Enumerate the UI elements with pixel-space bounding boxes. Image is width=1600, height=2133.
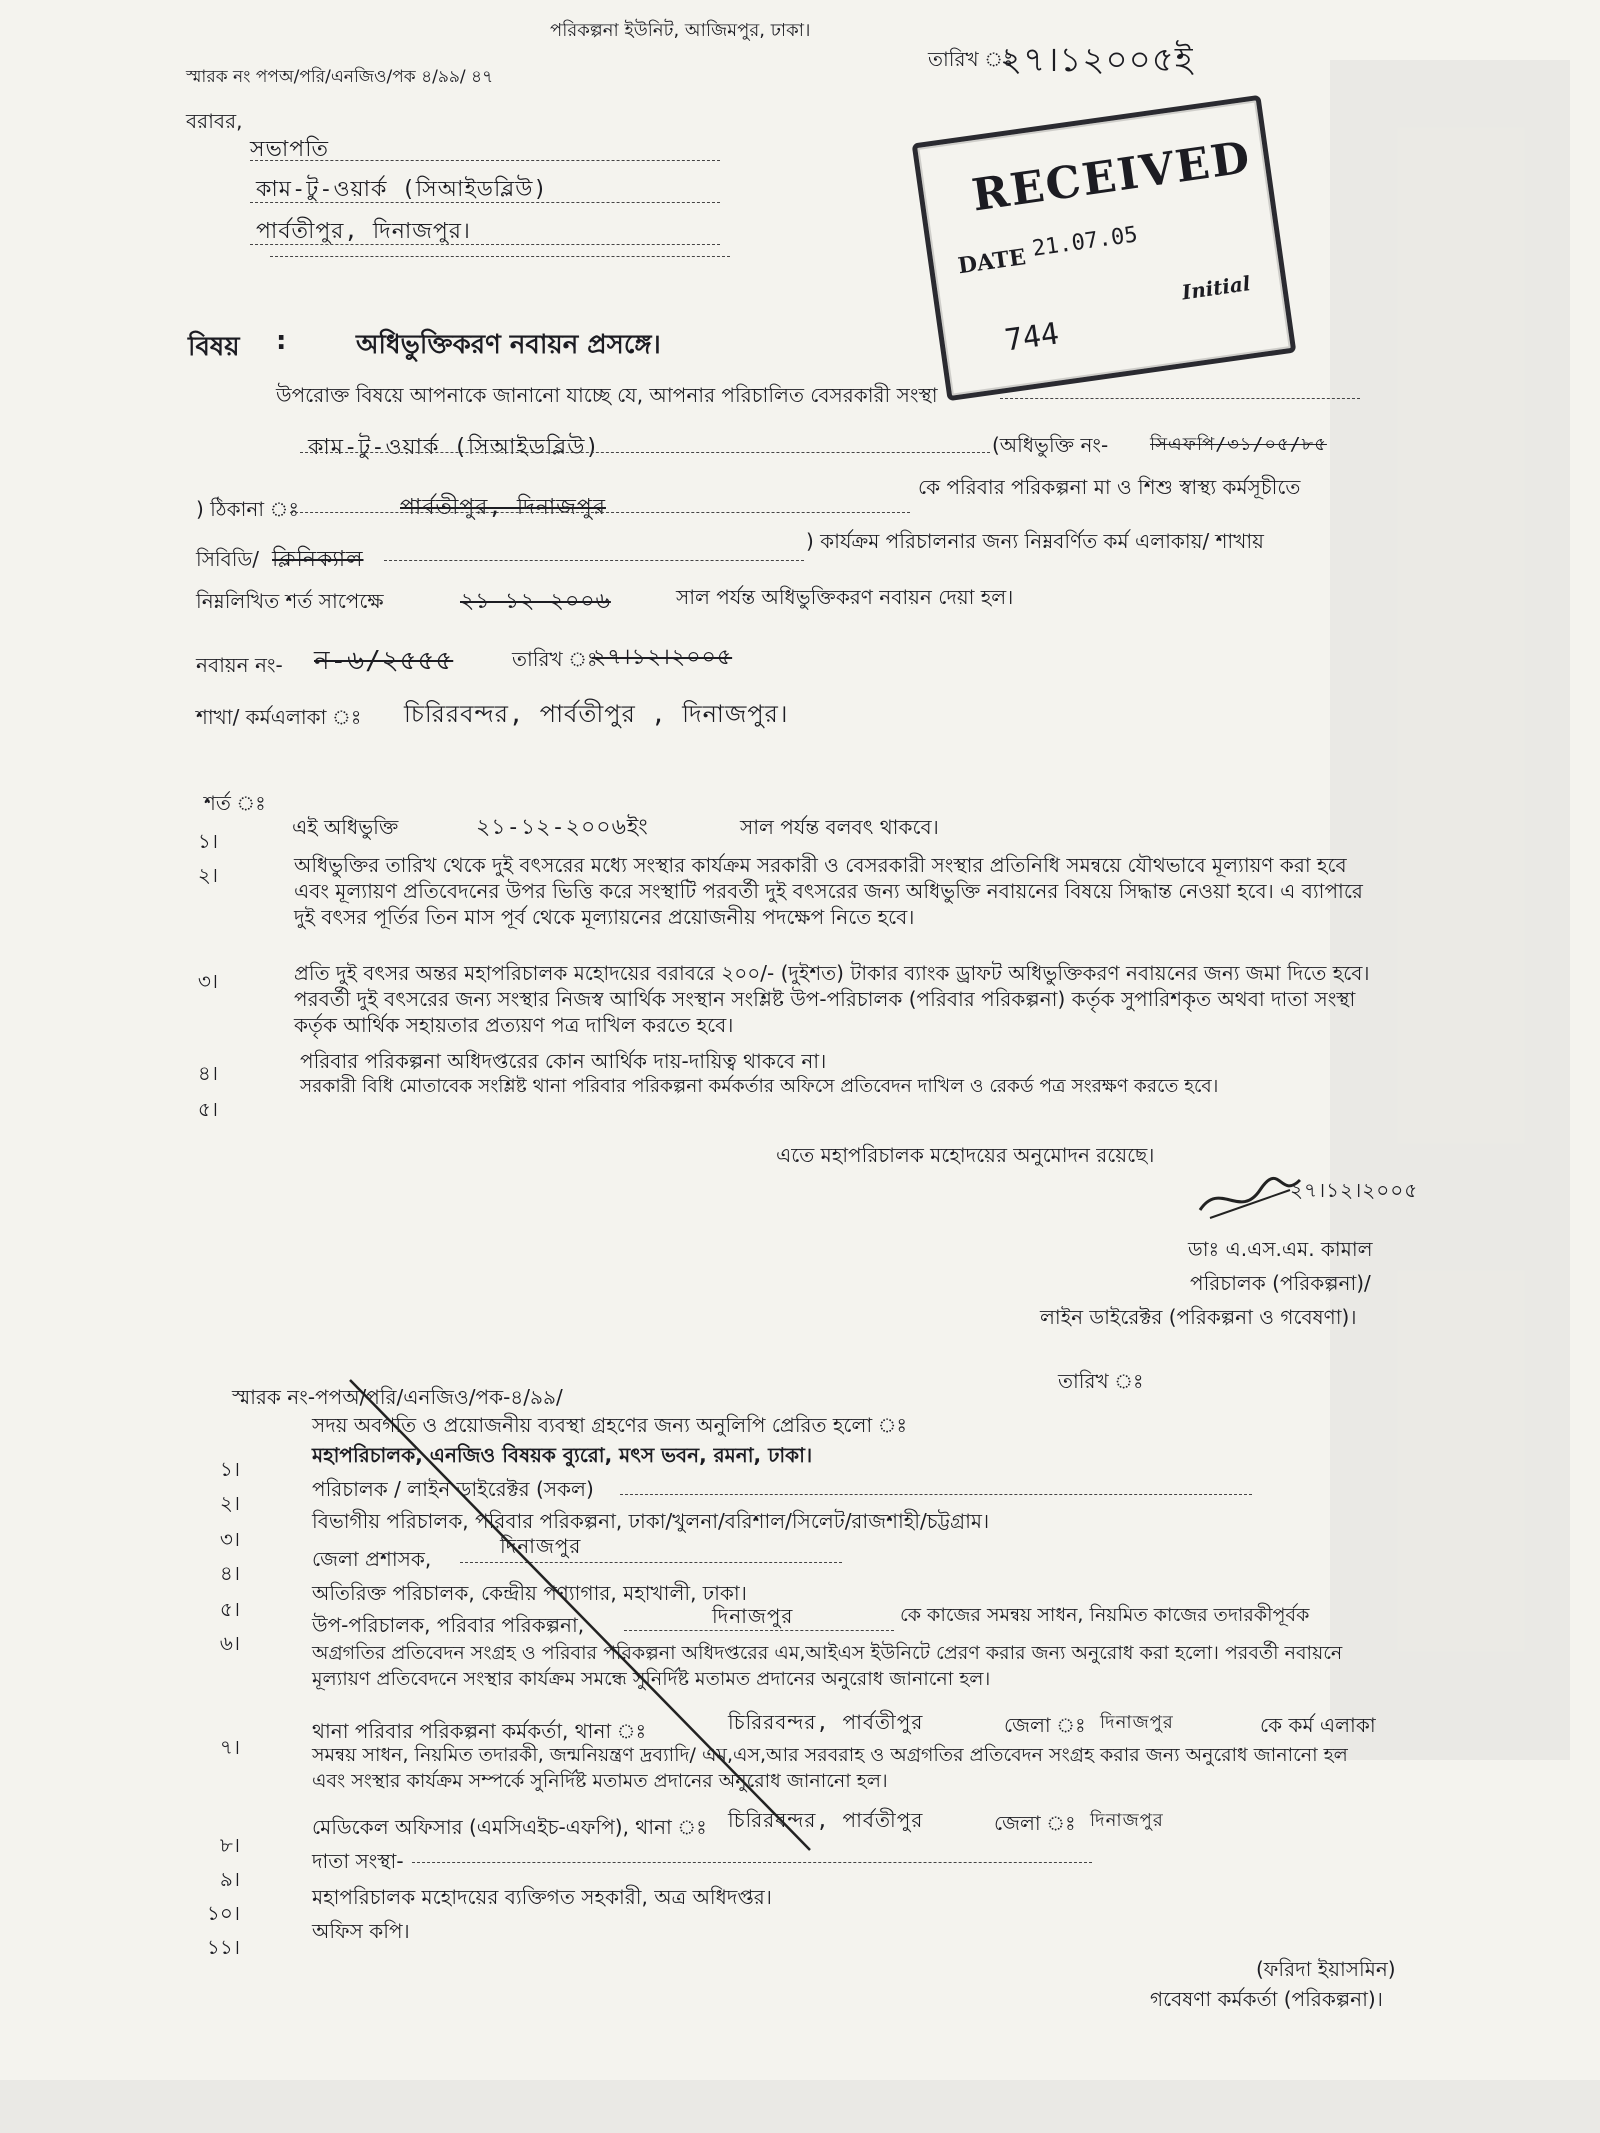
subject-text: অধিভুক্তিকরণ নবায়ন প্রসঙ্গে। [356, 330, 661, 360]
recipient-address: পার্বতীপুর, দিনাজপুর। [256, 219, 471, 244]
condition-1-value: ২১-১২-২০০৬ইং [476, 815, 649, 840]
copy-item-10: মহাপরিচালক মহোদয়ের ব্যক্তিগত সহকারী, অত্র অধিদপ্তর। [312, 1885, 772, 1909]
received-stamp [912, 95, 1297, 401]
copy-item-6-fill: দিনাজপুর [712, 1604, 794, 1628]
body-org-name: কাম-টু-ওয়ার্ক (সিআইডব্লিউ) [308, 435, 600, 460]
cond-label: নিম্নলিখিত শর্ত সাপেক্ষে [196, 589, 384, 613]
signature-name: ডাঃ এ.এস.এম. কামাল [1188, 1237, 1373, 1261]
addr-value: পার্বতীপুর, দিনাজপুর [400, 495, 606, 520]
addr-label: ) ঠিকানা ঃ [196, 497, 300, 521]
copy-item-1: মহাপরিচালক, এনজিও বিষয়ক ব্যুরো, মৎস ভবন, রমনা, ঢাকা। [312, 1443, 813, 1467]
copy-item-11: অফিস কপি। [312, 1919, 410, 1943]
dotted-line [300, 452, 990, 453]
copy-item-4: জেলা প্রশাসক, [312, 1547, 432, 1571]
copy-memo: স্মারক নং-পপঅ/পরি/এনজিও/পক-৪/৯৯/ [232, 1385, 563, 1409]
copy-number: ২। [219, 1491, 240, 1515]
dotted-line [1000, 398, 1360, 399]
copy-item-6-after: কে কাজের সমন্বয় সাধন, নিয়মিত কাজের তদারকীপূর্বক [900, 1604, 1310, 1626]
copy-item-5: অতিরিক্ত পরিচালক, কেন্দ্রীয় পণ্যাগার, মহাখালী, ঢাকা। [312, 1581, 747, 1605]
stamp-date-label: DATE [956, 244, 1028, 280]
copy-item-7-district: দিনাজপুর [1100, 1712, 1174, 1733]
copy-number: ৫। [219, 1597, 240, 1621]
copy-item-6-cont: অগ্রগতির প্রতিবেদন সংগ্রহ ও পরিবার পরিকল্পনা অধিদপ্তরের এম,আইএস ইউনিটে প্রেরণ করার জন্য অনুরোধ করা হলো। পরবর্তী নবায়নে মূল্যায়ণ প্রতিবেদনে সংস্থার কার্যক্রম সমন্ধে সুনির্দিষ্ট মতামত প্রদানের অনুরোধ জানানো হল। [312, 1642, 1343, 1690]
copy-number: ৪। [219, 1561, 240, 1585]
condition-number: ১। [197, 829, 218, 853]
copy-item-7-after: কে কর্ম এলাকা [1260, 1713, 1376, 1737]
memo-number: স্মারক নং পপঅ/পরি/এনজিও/পক ৪/৯৯/ ৪৭ [186, 67, 494, 87]
subject-colon: : [276, 326, 287, 356]
copy-number: ৬। [219, 1631, 240, 1655]
copy-item-4-fill: দিনাজপুর [500, 1534, 582, 1558]
renew-label: নবায়ন নং- [196, 653, 283, 677]
subject-label: বিষয় [188, 332, 240, 362]
copy-item-6: উপ-পরিচালক, পরিবার পরিকল্পনা, [312, 1613, 585, 1637]
dotted-line [270, 256, 730, 257]
footer-name: (ফরিদা ইয়াসমিন) [1256, 1957, 1396, 1981]
copy-item-8-district-label: জেলা ঃ [994, 1811, 1076, 1835]
renew-date-label: তারিখ ঃ [512, 647, 598, 671]
cbd-value: ক্লিনিক্যাল [272, 547, 364, 572]
copy-item-3: বিভাগীয় পরিচালক, পরিবার পরিকল্পনা, ঢাকা/খুলনা/বরিশাল/সিলেট/রাজশাহী/চট্টগ্রাম। [312, 1509, 990, 1533]
reg-label: (অধিভুক্তি নং- [992, 433, 1109, 457]
stamp-initial-label: Initial [1180, 271, 1252, 305]
cbd-after: ) কার্যক্রম পরিচালনার জন্য নিম্নবর্ণিত কর্ম এলাকায়/ শাখায় [806, 529, 1264, 553]
stamp-title: RECEIVED [968, 131, 1255, 222]
condition-1-post: সাল পর্যন্ত বলবৎ থাকবে। [740, 815, 939, 839]
reg-value: সিএফপি/৩১/০৫/৮৫ [1150, 434, 1327, 455]
recipient-to: বরাবর, [186, 109, 243, 133]
copy-date-label: তারিখ ঃ [1058, 1369, 1144, 1393]
condition-number: ৪। [197, 1061, 218, 1085]
dotted-line [250, 160, 720, 161]
recipient-designation: সভাপতি [250, 137, 330, 162]
copy-item-2: পরিচালক / লাইন ডাইরেক্টর (সকল) [312, 1477, 594, 1501]
signature-title-2: লাইন ডাইরেক্টর (পরিকল্পনা ও গবেষণা)। [1040, 1305, 1357, 1329]
signature-date: ২৭।১২।২০০৫ [1290, 1178, 1419, 1202]
footer-title: গবেষণা কর্মকর্তা (পরিকল্পনা)। [1150, 1987, 1383, 2011]
office-line: পরিকল্পনা ইউনিট, আজিমপুর, ঢাকা। [550, 20, 811, 41]
cond-after: সাল পর্যন্ত অধিভুক্তিকরণ নবায়ন দেয়া হল। [676, 585, 1014, 609]
copy-item-7-district-label: জেলা ঃ [1004, 1713, 1086, 1737]
pen-stroke [340, 1370, 840, 1870]
dotted-line [250, 244, 720, 245]
condition-2-text: অধিভুক্তির তারিখ থেকে দুই বৎসরের মধ্যে সংস্থার কার্যক্রম সরকারী ও বেসরকারী সংস্থার প্রতিনিধি সমন্বয়ে যৌথভাবে মূল্যায়ণ করা হবে এবং মূল্যায়ণ প্রতিবেদনের উপর ভিত্তি করে সংস্থাটি পরবর্তী দুই বৎসরের জন্য অধিভুক্তি নবায়নের বিষয়ে সিদ্ধান্ত নেওয়া হবে। এ ব্যাপারে দুই বৎসর পূর্তির তিন মাস পূর্ব থেকে মূল্যায়নের প্রয়োজনীয় পদক্ষেপ নিতে হবে। [294, 853, 1363, 929]
condition-number: ২। [197, 863, 218, 887]
condition-number: ৫। [197, 1097, 218, 1121]
copy-item-8: মেডিকেল অফিসার (এমসিএইচ-এফপি), থানা ঃ [312, 1815, 707, 1839]
cbd-label: সিবিডি/ [196, 547, 259, 571]
copy-number: ১০। [206, 1901, 240, 1925]
recipient-org: কাম-টু-ওয়ার্ক (সিআইডব্লিউ) [256, 177, 548, 202]
renew-value: ন-৬/২৫৫৫ [314, 646, 454, 676]
dotted-line [290, 512, 910, 513]
header-date-value: ২৭।১২০০৫ই [1000, 40, 1194, 80]
copy-item-9: দাতা সংস্থা- [312, 1849, 404, 1873]
stamp-date-value: 21.07.05 [1030, 222, 1140, 262]
addr-after: কে পরিবার পরিকল্পনা মা ও শিশু স্বাস্থ্য কর্মসূচীতে [918, 475, 1301, 499]
branch-label: শাখা/ কর্মএলাকা ঃ [196, 705, 362, 729]
conditions-heading: শর্ত ঃ [204, 791, 266, 815]
dotted-line [250, 202, 720, 203]
dotted-line [384, 560, 804, 561]
copy-item-8-fill: চিরিরবন্দর, পার্বতীপুর [728, 1808, 924, 1832]
condition-1-pre: এই অধিভুক্তি [292, 815, 399, 839]
condition-3-text: প্রতি দুই বৎসর অন্তর মহাপরিচালক মহোদয়ের বরাবরে ২০০/- (দুইশত) টাকার ব্যাংক ড্রাফট অধিভুক্তিকরণ নবায়নের জন্য জমা দিতে হবে। পরবর্তী দুই বৎসরের জন্য সংস্থার নিজস্ব আর্থিক সংস্থান সংশ্লিষ্ট উপ-পরিচালক (পরিবার পরিকল্পনা) কর্তৃক সুপারিশকৃত অথবা দাতা সংস্থা কর্তৃক আর্থিক সহায়তার প্রত্যয়ণ পত্র দাখিল করতে হবে। [294, 961, 1370, 1037]
renew-date-value: ২৭।১২।২০০৫ [592, 645, 733, 670]
body-intro: উপরোক্ত বিষয়ে আপনাকে জানানো যাচ্ছে যে, আপনার পরিচালিত বেসরকারী সংস্থা [276, 383, 938, 407]
copy-number: ১। [219, 1457, 240, 1481]
bottom-shadow [0, 2080, 1600, 2133]
copy-item-8-district: দিনাজপুর [1090, 1810, 1164, 1831]
header-date-label: তারিখ ঃ [928, 47, 1014, 71]
condition-number: ৩। [197, 969, 218, 993]
branch-value: চিরিরবন্দর, পার্বতীপুর , দিনাজপুর। [404, 700, 789, 728]
condition-4-text: পরিবার পরিকল্পনা অধিদপ্তরের কোন আর্থিক দায়-দায়িত্ব থাকবে না। [300, 1049, 827, 1073]
copy-number: ৭। [219, 1735, 240, 1759]
copy-number: ৩। [219, 1527, 240, 1551]
copy-number: ৯। [219, 1867, 240, 1891]
condition-5-text: সরকারী বিধি মোতাবেক সংশ্লিষ্ট থানা পরিবার পরিকল্পনা কর্মকর্তার অফিসে প্রতিবেদন দাখিল ও রেকর্ড পত্র সংরক্ষণ করতে হবে। [300, 1076, 1219, 1097]
signature-title-1: পরিচালক (পরিকল্পনা)/ [1190, 1271, 1371, 1295]
approval-text: এতে মহাপরিচালক মহোদয়ের অনুমোদন রয়েছে। [776, 1143, 1155, 1167]
copy-intro: সদয় অবগতি ও প্রয়োজনীয় ব্যবস্থা গ্রহণের জন্য অনুলিপি প্রেরিত হলো ঃ [312, 1413, 908, 1437]
copy-number: ৮। [219, 1833, 240, 1857]
copy-item-7: থানা পরিবার পরিকল্পনা কর্মকর্তা, থানা ঃ [312, 1719, 647, 1743]
copy-item-7-cont: সমন্বয় সাধন, নিয়মিত তদারকী, জন্মনিয়ন্ত্রণ দ্রব্যাদি/ এম,এস,আর সরবরাহ ও অগ্রগতির প্রতিবেদন সংগ্রহ করার জন্য অনুরোধ জানানো হল এবং সংস্থার কার্যক্রম সম্পর্কে সুনির্দিষ্ট মতামত প্রদানের অনুরোধ জানানো হল। [312, 1744, 1348, 1792]
stamp-number: 744 [1002, 316, 1062, 359]
copy-item-7-fill: চিরিরবন্দর, পার্বতীপুর [728, 1710, 924, 1734]
cond-value: ২১-১২-২০০৬ [460, 589, 611, 614]
copy-number: ১১। [206, 1935, 240, 1959]
